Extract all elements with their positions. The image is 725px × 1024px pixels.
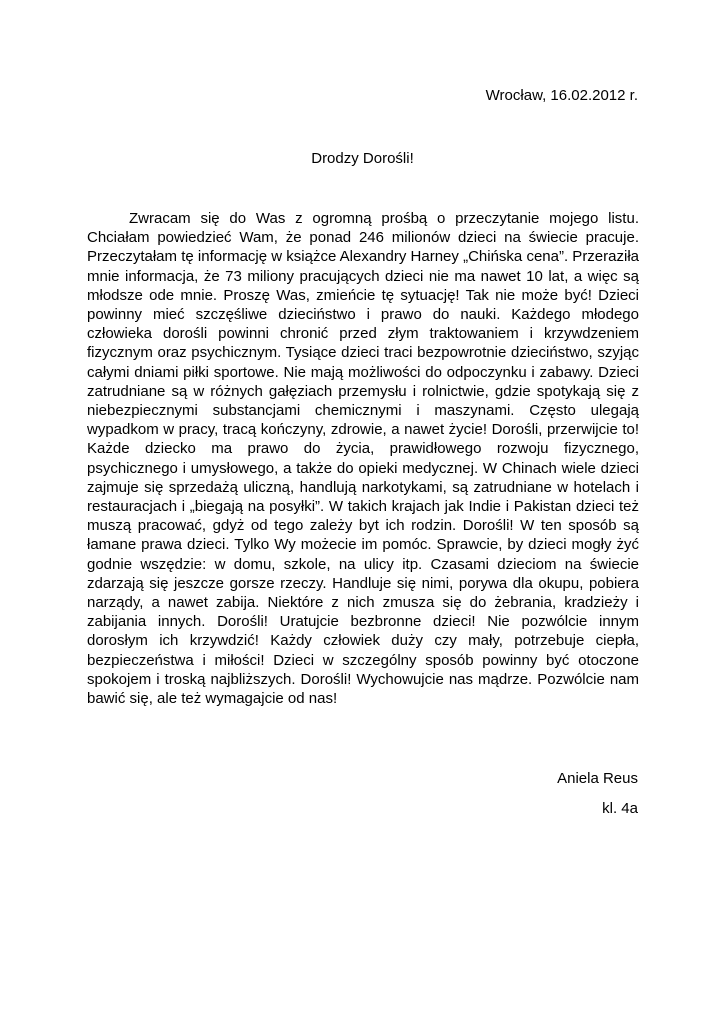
signature-name: Aniela Reus: [557, 770, 638, 787]
letter-body: Zwracam się do Was z ogromną prośbą o przeczytanie mojego listu. Chciałam powiedzieć Wam, że ponad 246 milionów dzieci na świecie pracuje. Przeczytałam tę informację w książce Alexandry Harney „Chińska cena”. Przeraziła mnie informacja, że 73 miliony pracujących dzieci nie ma nawet 10 lat, a więc są młodsze ode mnie. Proszę Was, zmieńcie tę sytuację! Tak nie może być! Dzieci powinny mieć szczęśliwe dzieciństwo i prawo do nauki. Każdego młodego człowieka dorośli powinni chronić przed złym traktowaniem i krzywdzeniem fizycznym oraz psychicznym. Tysiące dzieci traci bezpowrotnie dzieciństwo, szyjąc całymi dniami piłki sportowe. Nie mają możliwości do odpoczynku i zabawy. Dzieci zatrudniane są w różnych gałęziach przemysłu i rolnictwie, gdzie spotykają się z niebezpiecznymi substancjami chemicznymi i maszynami. Często ulegają wypadkom w pracy, tracą kończyny, zdrowie, a nawet życie! Dorośli, przerwijcie to! Każde dziecko ma prawo do życia, prawidłowego rozwoju fizycznego, psychicznego i umysłowego, a także do opieki medycznej. W Chinach wiele dzieci zajmuje się sprzedażą uliczną, handlują narkotykami, są zatrudniane w hotelach i restauracjach i „biegają na posyłki”. W takich krajach jak Indie i Pakistan dzieci też muszą pracować, gdyż od tego zależy byt ich rodzin. Dorośli! W ten sposób są łamane prawa dzieci. Tylko Wy możecie im pomóc. Sprawcie, by dzieci mogły żyć godnie wszędzie: w domu, szkole, na ulicy itp. Czasami dzieciom na świecie zdarzają się jeszcze gorsze rzeczy. Handluje się nimi, porywa dla okupu, pobiera narządy, a nawet zabija. Niektóre z nich zmusza się do żebrania, kradzieży i zabijania innych. Dorośli! Uratujcie bezbronne dzieci! Nie pozwólcie innym dorosłym ich krzywdzić! Każdy człowiek duży czy mały, potrzebuje ciepła, bezpieczeństwa i miłości! Dzieci w szczególny sposób powinny być otoczone spokojem i troską najbliższych. Dorośli! Wychowujcie nas mądrze. Pozwólcie nam bawić się, ale też wymagajcie od nas!: [87, 210, 639, 708]
signature-class: kl. 4a: [602, 800, 638, 817]
place-date: Wrocław, 16.02.2012 r.: [485, 87, 638, 104]
salutation: Drodzy Dorośli!: [311, 150, 414, 167]
